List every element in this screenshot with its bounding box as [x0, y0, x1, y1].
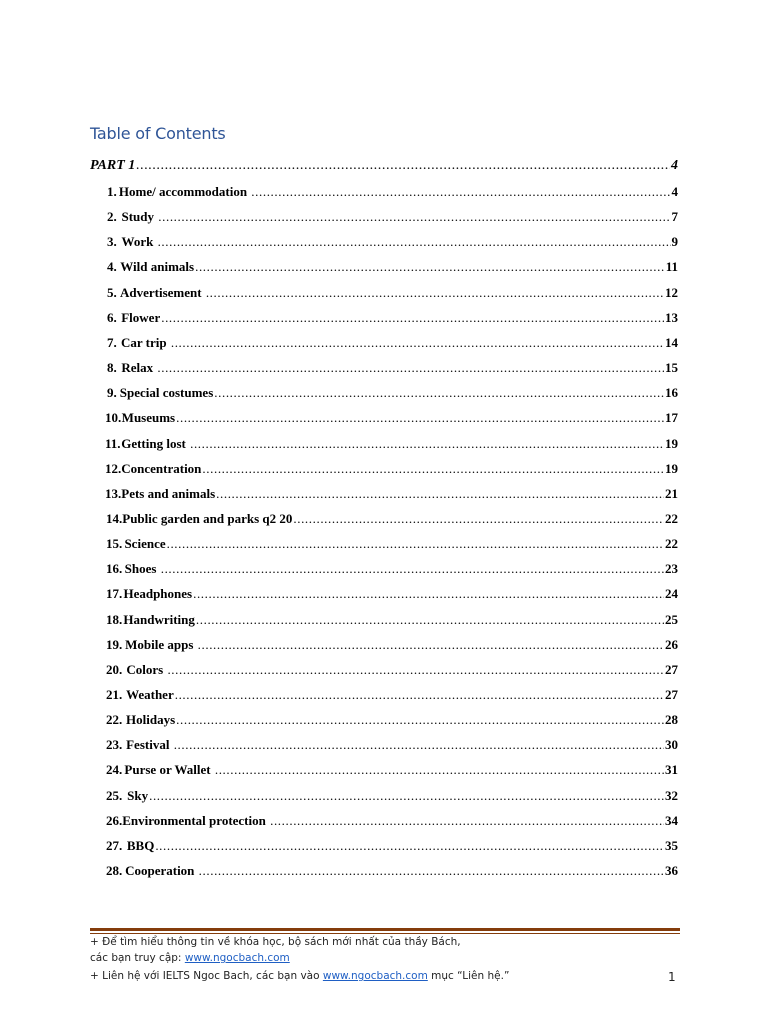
toc-entry[interactable] [106, 812, 678, 830]
footer-contact-suffix: mục “Liên hệ.” [427, 970, 510, 982]
toc-entry-page: 9 [671, 234, 678, 249]
toc-entry[interactable] [106, 787, 678, 805]
toc-entry[interactable] [106, 611, 678, 629]
toc-entry-number: 8. [107, 360, 117, 375]
toc-entry-number: 14. [106, 511, 123, 526]
toc-dot-leader [198, 636, 664, 654]
toc-entry-title: Handwriting [123, 612, 195, 627]
toc-entry[interactable] [106, 837, 678, 855]
toc-entry-title: Work [121, 234, 157, 249]
toc-entry-title: Flower [121, 310, 161, 325]
toc-entry[interactable] [106, 711, 678, 729]
toc-dot-leader [270, 812, 664, 830]
toc-entry-title: Headphones [123, 586, 193, 601]
toc-entry-number: 17. [106, 586, 123, 601]
toc-entry[interactable] [107, 334, 678, 352]
toc-entry-page: 34 [665, 813, 678, 828]
footer-contact-link[interactable]: www.ngocbach.com [322, 970, 428, 982]
toc-dot-leader [171, 334, 664, 352]
toc-entry-number: 15. [106, 536, 123, 551]
toc-entry-page: 7 [671, 209, 678, 224]
toc-entry[interactable] [106, 686, 678, 704]
toc-entry[interactable] [107, 233, 678, 251]
toc-entry-number: 22. [106, 712, 123, 727]
toc-entry-title: Purse or Wallet [124, 762, 214, 777]
toc-entry[interactable] [105, 460, 678, 478]
toc-dot-leader [136, 157, 670, 175]
toc-entry[interactable] [106, 510, 678, 528]
toc-entry-number: 9. [107, 385, 117, 400]
toc-entry-title: Special costumes [119, 385, 214, 400]
toc-entry-page: 11 [665, 259, 678, 274]
toc-entry-page: 27 [665, 687, 678, 702]
toc-entry[interactable] [105, 485, 678, 503]
toc-entry-number: 19. [106, 637, 123, 652]
toc-entry-title: Getting lost [121, 436, 190, 451]
footer-access-text: các bạn truy cập: [90, 952, 185, 964]
toc-entry-number: 21. [106, 687, 123, 702]
toc-dot-leader [206, 284, 664, 302]
footer-contact-line [90, 970, 509, 982]
toc-entry-page: 25 [665, 612, 678, 627]
toc-entry[interactable] [107, 258, 678, 276]
toc-dot-leader [193, 585, 664, 603]
toc-entry-title: Study [121, 209, 158, 224]
toc-entry-number: 23. [106, 737, 123, 752]
toc-entry-page: 13 [665, 310, 678, 325]
toc-entry-title: Public garden and parks q2 20 [122, 511, 293, 526]
toc-entry-page: 19 [665, 436, 678, 451]
toc-entry-number: 4. [107, 259, 117, 274]
toc-heading: Table of Contents [90, 124, 226, 143]
toc-entry-page: 17 [665, 410, 678, 425]
toc-dot-leader [161, 560, 664, 578]
toc-entry[interactable] [106, 736, 678, 754]
toc-entry-page: 28 [665, 712, 678, 727]
toc-entry[interactable] [106, 661, 678, 679]
toc-entry-title: Advertisement [119, 285, 205, 300]
toc-entry-title: Concentration [121, 461, 202, 476]
toc-entry-page: 30 [665, 737, 678, 752]
toc-dot-leader [158, 208, 670, 226]
toc-entry-number: 10. [105, 410, 122, 425]
toc-dot-leader [174, 736, 664, 754]
toc-entry-number: 6. [107, 310, 117, 325]
toc-dot-leader [293, 510, 664, 528]
toc-entry-page: 22 [665, 536, 678, 551]
toc-entry-page: 21 [665, 486, 678, 501]
toc-entry[interactable] [106, 535, 678, 553]
toc-entry-number: 28. [106, 863, 123, 878]
toc-dot-leader [216, 485, 664, 503]
toc-entry-number: 27. [106, 838, 123, 853]
toc-dot-leader [215, 761, 664, 779]
toc-entry-number: 13. [105, 486, 122, 501]
toc-entry-title: Mobile apps [125, 637, 197, 652]
toc-entry-page: 15 [665, 360, 678, 375]
toc-entry-number: 11. [105, 436, 121, 451]
footer-info-line: + Để tìm hiểu thông tin về khóa học, bộ sách mới nhất của thầy Bách, [90, 936, 461, 948]
toc-entry-page: 14 [665, 335, 678, 350]
toc-part-row[interactable] [90, 157, 678, 175]
toc-dot-leader [190, 435, 664, 453]
toc-entry[interactable] [105, 409, 678, 427]
toc-entry-page: 22 [665, 511, 678, 526]
toc-entry[interactable] [106, 585, 678, 603]
toc-entry-page: 16 [665, 385, 678, 400]
toc-entry[interactable] [106, 560, 678, 578]
page-number: 1 [668, 970, 676, 984]
toc-entry-page: 19 [665, 461, 678, 476]
toc-dot-leader [161, 309, 664, 327]
toc-entry-title: Wild animals [120, 259, 195, 274]
toc-entry[interactable] [107, 208, 678, 226]
toc-dot-leader [155, 837, 664, 855]
toc-entry-page: 24 [665, 586, 678, 601]
toc-entry-number: 16. [106, 561, 123, 576]
toc-dot-leader [176, 711, 664, 729]
toc-entry-page: 12 [665, 285, 678, 300]
toc-entry-title: Colors [126, 662, 167, 677]
toc-entry-number: 12. [105, 461, 122, 476]
toc-entry-title: Museums [121, 410, 176, 425]
footer-website-link[interactable]: www.ngocbach.com [184, 952, 290, 964]
toc-entry-page: 27 [665, 662, 678, 677]
toc-dot-leader [202, 460, 664, 478]
toc-entry-page: 32 [665, 788, 678, 803]
toc-entry[interactable] [107, 183, 678, 201]
toc-dot-leader [167, 535, 664, 553]
toc-dot-leader [167, 661, 664, 679]
toc-entry-number: 3. [107, 234, 117, 249]
footer-access-line [90, 952, 290, 964]
toc-entry-number: 24. [106, 762, 123, 777]
footer-contact-text: + Liên hệ với IELTS Ngoc Bach, các bạn vào [90, 970, 323, 982]
toc-entry-title: Science [124, 536, 166, 551]
toc-part-page: 4 [671, 158, 678, 173]
toc-dot-leader [158, 233, 671, 251]
toc-part-label: PART 1 [90, 158, 136, 173]
toc-entry-number: 2. [107, 209, 117, 224]
toc-entry[interactable] [107, 359, 678, 377]
footer-rule-thin [90, 933, 680, 934]
toc-entry-page: 23 [665, 561, 678, 576]
toc-entry-number: 25. [106, 788, 123, 803]
toc-entry-title: Sky [127, 788, 149, 803]
toc-entry-title: Festival [126, 737, 173, 752]
toc-dot-leader [175, 686, 664, 704]
toc-entry-title: Weather [126, 687, 174, 702]
toc-entry[interactable] [107, 384, 678, 402]
footer-rule-thick [90, 928, 680, 931]
toc-entry-title: Home/ accommodation [118, 184, 251, 199]
toc-entry-number: 1. [107, 184, 117, 199]
toc-dot-leader [214, 384, 664, 402]
toc-entry[interactable] [106, 862, 678, 880]
toc-entry[interactable] [106, 761, 678, 779]
toc-dot-leader [196, 611, 664, 629]
toc-entry-page: 35 [665, 838, 678, 853]
toc-entry-title: Shoes [124, 561, 160, 576]
toc-entry[interactable] [105, 435, 678, 453]
toc-entry-number: 26. [106, 813, 123, 828]
toc-entry-title: Relax [121, 360, 157, 375]
toc-entry-title: BBQ [126, 838, 155, 853]
toc-entry-page: 26 [665, 637, 678, 652]
toc-entry[interactable] [106, 636, 678, 654]
toc-entry-number: 20. [106, 662, 123, 677]
toc-entry[interactable] [107, 309, 678, 327]
toc-dot-leader [251, 183, 670, 201]
toc-entry-title: Holidays [126, 712, 176, 727]
toc-entry-page: 4 [671, 184, 678, 199]
toc-dot-leader [149, 787, 664, 805]
toc-entry[interactable] [107, 284, 678, 302]
toc-entry-number: 18. [106, 612, 123, 627]
toc-entry-title: Pets and animals [121, 486, 216, 501]
toc-dot-leader [157, 359, 664, 377]
toc-entry-page: 31 [665, 762, 678, 777]
toc-dot-leader [176, 409, 664, 427]
toc-entry-title: Environmental protection [122, 813, 270, 828]
toc-entry-number: 7. [107, 335, 117, 350]
toc-dot-leader [195, 258, 665, 276]
toc-entry-page: 36 [665, 863, 678, 878]
toc-dot-leader [199, 862, 664, 880]
toc-entry-title: Cooperation [125, 863, 198, 878]
toc-entry-number: 5. [107, 285, 117, 300]
toc-entry-title: Car trip [120, 335, 170, 350]
